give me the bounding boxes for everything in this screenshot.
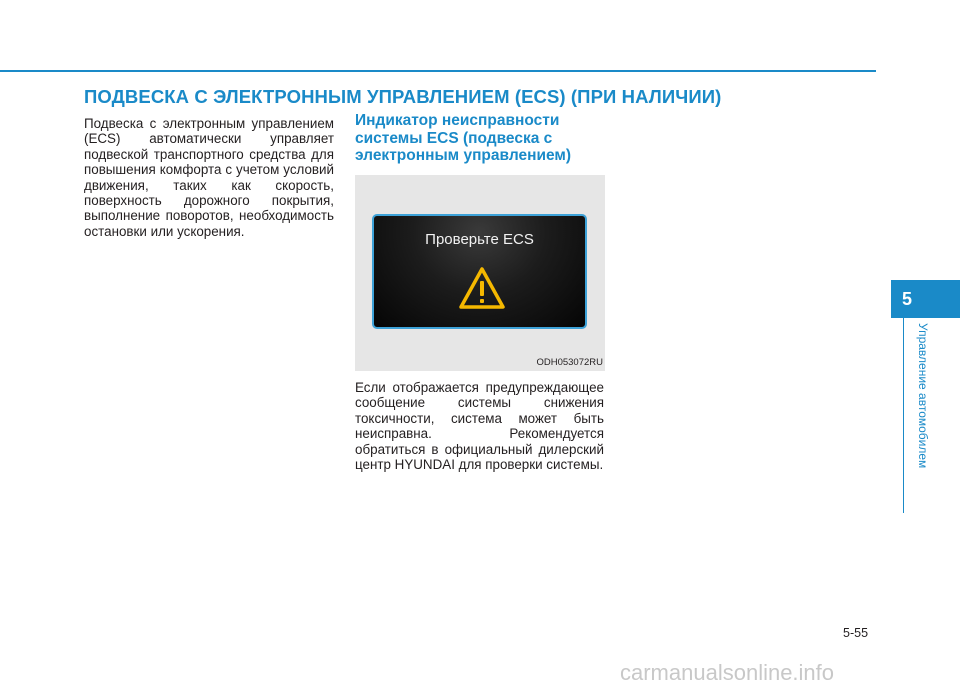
watermark: carmanualsonline.info: [620, 660, 835, 685]
chapter-tab-line: [903, 318, 904, 513]
warning-paragraph: Если отображается предупреждающее сообщение системы снижения токсичности, система может быть неисправна. Рекомендуется обратиться в официальный дилерский центр HYUNDAI для проверки системы.: [355, 380, 604, 473]
chapter-tab[interactable]: [891, 280, 960, 520]
warning-triangle-icon: [458, 266, 506, 310]
intro-paragraph: Подвеска с электронным управлением (ECS) автоматически управляет подвеской транспортного средства для повышения комфорта с учетом условий движения, таких как скорость, поверхность дорожного покрытия, выполнение поворотов, необходимость остановки или ускорения.: [84, 116, 334, 239]
figure-code: ODH053072RU: [536, 357, 603, 368]
chapter-label: Управление автомобилем: [916, 323, 930, 469]
page-number: 5-55: [843, 626, 869, 640]
ecs-warning-figure: [355, 175, 605, 371]
ecs-indicator-heading: Индикатор неисправности системы ECS (подвеска с электронным управлением): [355, 112, 572, 164]
section-title: ПОДВЕСКА С ЭЛЕКТРОННЫМ УПРАВЛЕНИЕМ (ECS) (ПРИ НАЛИЧИИ): [84, 86, 722, 107]
top-rule: [0, 70, 876, 72]
chapter-number: 5: [891, 280, 960, 318]
display-message: Проверьте ECS: [425, 231, 534, 248]
cluster-display: [372, 214, 587, 329]
